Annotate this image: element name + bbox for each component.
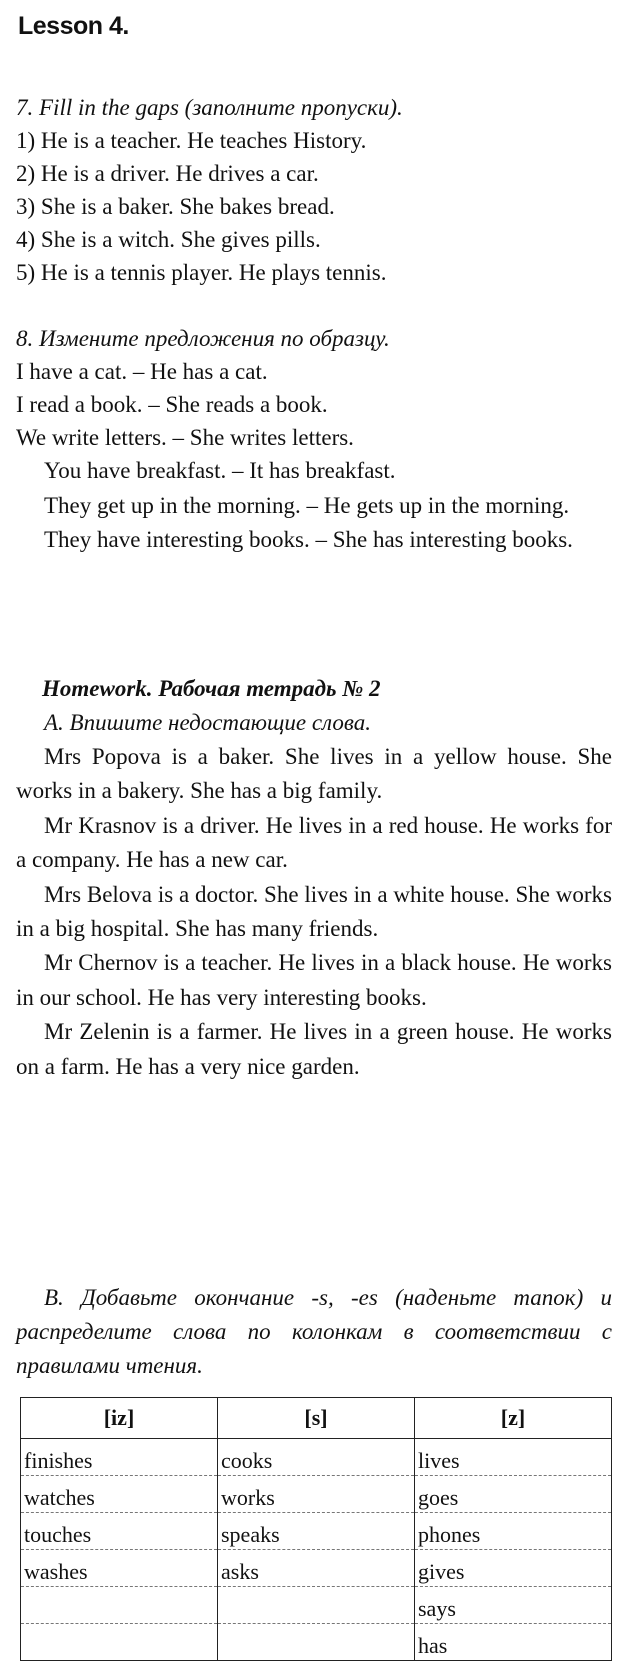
table-row (21, 1587, 612, 1624)
homework-paragraph: Mrs Popova is a baker. She lives in a yellow house. She works in a bakery. She has a big family. (16, 744, 612, 804)
exercise-8-heading: 8. Измените предложения по образцу. (16, 326, 390, 351)
table-cell: finishes (21, 1439, 218, 1476)
exercise-8-paragraph: They get up in the morning. – He gets up in the morning. (44, 492, 570, 518)
lesson-title: Lesson 4. (18, 12, 129, 40)
exercise-7-line: 2) He is a driver. He drives a car. (16, 161, 319, 186)
exercise-7-heading: 7. Fill in the gaps (заполните пропуски). (16, 95, 403, 120)
exercise-8-line: I read a book. – She reads a book. (16, 392, 328, 417)
table-cell: goes (415, 1476, 612, 1513)
exercise-8-line: We write letters. – She writes letters. (16, 425, 354, 450)
homework-paragraph: Mrs Belova is a doctor. She lives in a white house. She works in a big hospital. She has many friends. (16, 881, 612, 942)
table-row (21, 1476, 612, 1513)
table-cell (218, 1587, 415, 1624)
table-cell: has (415, 1624, 612, 1661)
exercise-8-line: I have a cat. – He has a cat. (16, 359, 268, 384)
exercise-8-paragraph: You have breakfast. – It has breakfast. (44, 458, 396, 483)
exercise-7-line: 3) She is a baker. She bakes bread. (16, 194, 335, 219)
table-row (21, 1513, 612, 1550)
table-cell: washes (21, 1550, 218, 1587)
column-header-iz: [iz] (21, 1398, 218, 1439)
table-cell: watches (21, 1476, 218, 1513)
table-header-row (21, 1398, 612, 1439)
homework-paragraph: Mr Chernov is a teacher. He lives in a black house. He works in our school. He has very interesting books. (16, 950, 612, 1010)
table-row (21, 1550, 612, 1587)
table-cell: phones (415, 1513, 612, 1550)
table-cell: asks (218, 1550, 415, 1587)
exercise-7-line: 4) She is a witch. She gives pills. (16, 227, 321, 252)
column-header-z: [z] (415, 1398, 612, 1439)
table-row (21, 1439, 612, 1476)
homework-paragraph: Mr Zelenin is a farmer. He lives in a green house. He works on a farm. He has a very nice garden. (16, 1019, 612, 1079)
table-cell: lives (415, 1439, 612, 1476)
table-row (21, 1624, 612, 1661)
exercise-7-line: 5) He is a tennis player. He plays tennis. (16, 260, 387, 285)
exercise-b-heading: B. Добавьте окончание -s, -es (наденьте тапок) и распределите слова по колонкам в соответствии с правилами чтения. (16, 1285, 612, 1378)
table-cell: gives (415, 1550, 612, 1587)
table-cell: cooks (218, 1439, 415, 1476)
table-cell (218, 1624, 415, 1661)
homework-section (16, 672, 612, 1084)
exercise-8 (16, 322, 612, 558)
exercise-7-line: 1) He is a teacher. He teaches History. (16, 128, 367, 153)
homework-heading: Homework. Рабочая тетрадь № 2 (42, 676, 381, 701)
homework-subheading: A. Впишите недостающие слова. (44, 710, 371, 735)
table-cell (21, 1624, 218, 1661)
table-cell: touches (21, 1513, 218, 1550)
sound-columns-table (20, 1397, 612, 1661)
table-cell (21, 1587, 218, 1624)
table-cell: says (415, 1587, 612, 1624)
table-cell: works (218, 1476, 415, 1513)
exercise-8-paragraph: They have interesting books. – She has interesting books. (44, 527, 573, 552)
column-header-s: [s] (218, 1398, 415, 1439)
homework-paragraph: Mr Krasnov is a driver. He lives in a red house. He works for a company. He has a new car. (16, 812, 612, 873)
table-cell: speaks (218, 1513, 415, 1550)
exercise-b (16, 1281, 612, 1383)
exercise-7 (16, 91, 612, 289)
